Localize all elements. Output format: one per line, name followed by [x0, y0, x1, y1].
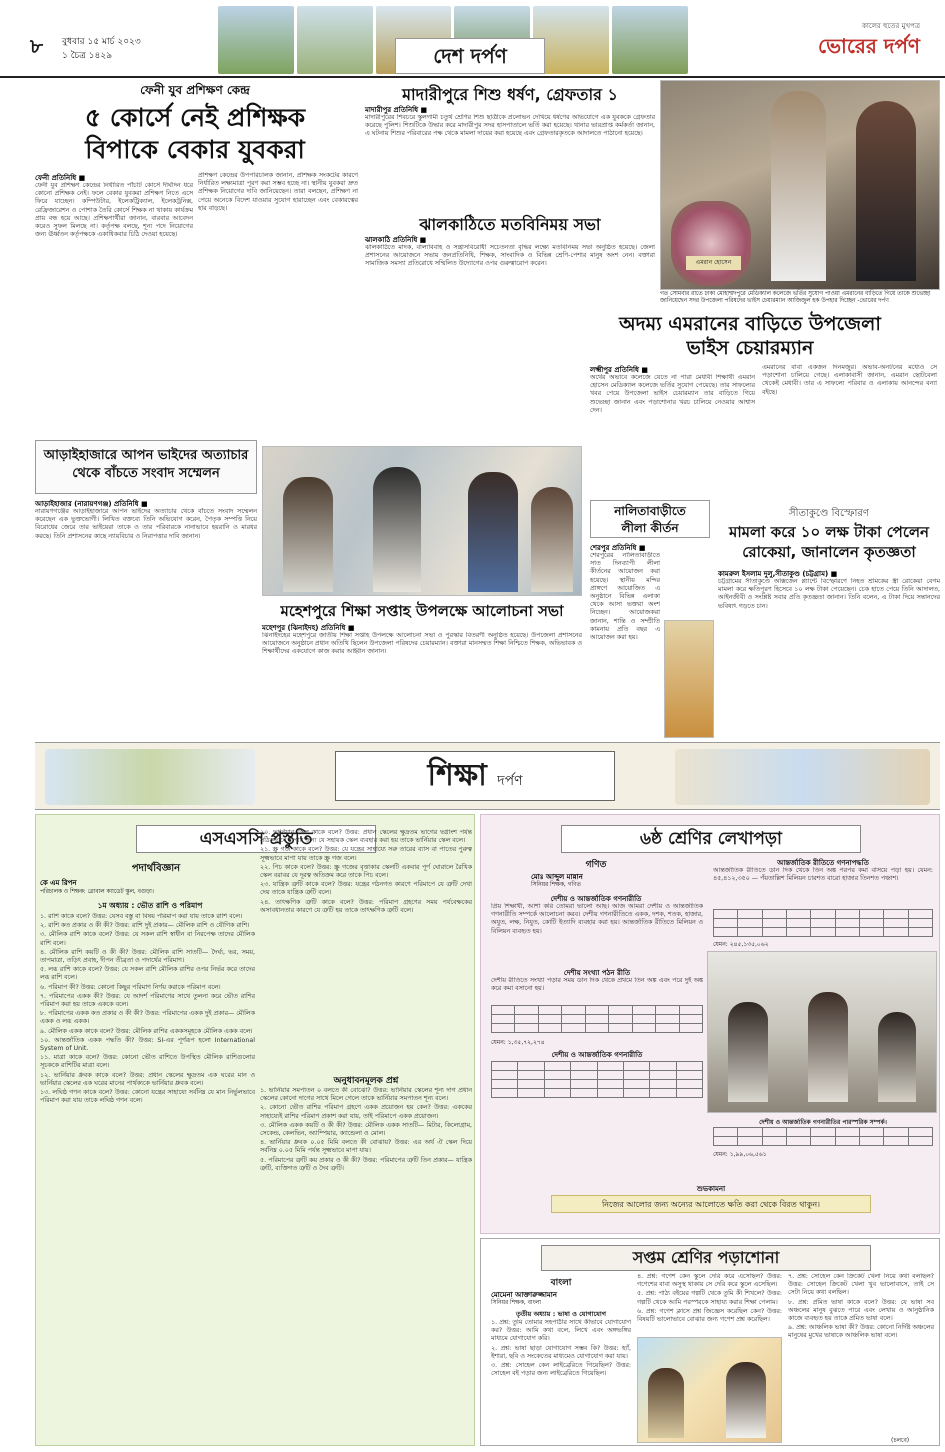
greeting-text: শুভকামনা	[696, 1185, 726, 1193]
qa-column	[788, 1273, 934, 1433]
relation-table	[713, 1127, 933, 1146]
story-byline: আড়াইহাজার (নারায়ণগঞ্জ) প্রতিনিধি ■	[35, 500, 148, 508]
class7-box	[480, 1238, 940, 1446]
person-figure	[283, 477, 333, 592]
story-body: মাদারীপুরের শিবচরে স্কুলগামী চতুর্থ শ্রেণির শিশু ছাত্রীকে প্রলোভন দেখিয়ে ধর্ষণের অভিযোগে এক যুবককে গ্রেফতার করেছে পুলিশ। শিশুটিকে উদ্ধার করে মাদারীপুর সদর হাসপাতালে ভর্তি করা হয়েছে। থানার ভারপ্রাপ্ত কর্মকর্তা জানান, এ ঘটনায় শিশুর পরিবারের পক্ষ থেকে মামলা দায়ের করা হয়েছে এবং গ্রেফতারকৃতকে আদালতে পাঠানো হয়েছে।	[365, 114, 655, 138]
story-byline: কামরুল ইসলাম দুলু,সীতাকুণ্ড (চট্টগ্রাম) ■	[718, 570, 838, 578]
story-headline: ভাইস চেয়ারম্যান	[686, 337, 814, 359]
story-headline: নালিতাবাড়ীতে	[614, 504, 686, 518]
date-line-2: ১ চৈত্র ১৪২৯	[62, 51, 113, 61]
person-figure	[878, 1012, 916, 1102]
qa-item: ২১. স্ক্রু গজ কাকে বলে? উত্তর: যে যন্ত্রের সাহায্যে সরু তারের ব্যাস বা পাতের পুরুত্ব সূক্ষ্মভাবে মাপা যায় তাকে স্ক্রু গজ বলে।	[260, 846, 472, 862]
story-headline: মামলা করে ১০ লক্ষ টাকা পেলেন	[728, 523, 930, 541]
cartoon-illustration	[637, 1337, 782, 1443]
subject-heading: পদার্থবিজ্ঞান	[131, 863, 181, 874]
story-headline: ঝালকাঠিতে মতবিনিময় সভা	[419, 215, 601, 234]
photo-caption: গত সোমবার রাতে ঢাকা মোহাম্মদপুরে মেডিক্যাল কলেজে ভর্তির সুযোগ পাওয়া এমরানের বাড়িতে গিয়ে তাকে শুভেচ্ছা জানিয়েছেন সদর উপজেলা পরিষদের ভাইস চেয়ারম্যান আজিজুল হক উপহার দিচ্ছেন -ভোরের দর্পণ	[660, 291, 931, 304]
section-heading: দেশীয় ও আন্তর্জাতিক গণনারীতি	[550, 895, 642, 903]
example-text: যেমন: ২৪৫,১৩৫,০৬২	[713, 941, 769, 948]
story-headline-box	[35, 440, 257, 494]
qa-item: ৮. পরিমাপের একক কত প্রকার ও কী কী? উত্তর: পরিমাপের একক দুই প্রকার— মৌলিক একক ও লব্ধ একক।	[40, 1010, 255, 1026]
strip-photo	[297, 6, 373, 74]
photo-exam-students	[707, 951, 937, 1113]
person-figure	[771, 91, 826, 281]
strip-photo	[612, 6, 688, 74]
story-body: অর্থের অভাবে কলেজে যেতে না পারা মেধাবী শিক্ষার্থী এমরান হোসেন মেডিক্যাল কলেজে ভর্তির সুযোগ পেয়েছে। তার সাফল্যের খবর পেয়ে উপজেলা ভাইস চেয়ারম্যান তার বাড়িতে গিয়ে শুভেচ্ছা জানান এবং পড়াশোনার খরচ চালিয়ে নেওয়ার আশ্বাস দেন।	[590, 374, 755, 414]
story-byline: মাদারীপুর প্রতিনিধি ■	[365, 106, 428, 114]
qa-item: ২২. পিচ কাকে বলে? উত্তর: স্ক্রু গজের বৃত্তাকার স্কেলটি একবার পূর্ণ ঘোরালে রৈখিক স্কেল বরাবর যে দূরত্ব অতিক্রম করে তাকে পিচ বলে।	[260, 863, 472, 880]
teacher-name: কে এম রিপন	[40, 879, 77, 887]
teacher-school: সিনিয়র শিক্ষক, গণিত	[531, 882, 581, 888]
education-title-sub: দর্পণ	[497, 773, 523, 789]
banner-students-image	[45, 749, 255, 805]
page-number: ৮	[30, 34, 43, 58]
story-headline: লীলা কীর্তন	[621, 521, 679, 535]
qa-item: ১১. মাত্রা কাকে বলে? উত্তর: কোনো ভৌত রাশিতে উপস্থিত মৌলিক রাশিগুলোর সূচককে রাশিটির মাত্রা বলে।	[40, 1054, 255, 1070]
cartoon-figure	[648, 1368, 684, 1438]
story-feni	[35, 82, 355, 166]
ssc-preparation-box	[35, 814, 475, 1446]
person-figure	[856, 101, 916, 281]
comparison-table	[491, 1061, 703, 1098]
story-headline: ৫ কোর্সে নেই প্রশিক্ষক	[84, 103, 306, 132]
strip-photo	[218, 6, 294, 74]
qa-item: ৬. প্রশ্ন: গণেশ ক্লাসে প্রশ্ন জিজ্ঞেস করেছিল কেন? উত্তর: বিষয়টি ভালোভাবে বোঝার জন্য গণেশ প্রশ্ন করেছিল।	[637, 1307, 782, 1324]
qa-column	[491, 1319, 631, 1443]
qa-item: ৬. পরিমাপ কী? উত্তর: কোনো কিছুর পরিমাণ নির্ণয় করাকে পরিমাপ বলে।	[40, 983, 221, 991]
section-heading: দেশীয় ও আন্তর্জাতিক গণনারীতি	[551, 1051, 643, 1059]
logo-tagline: কালের হুতের মুখপত্র	[861, 22, 920, 30]
story-kicker: ফেনী যুব প্রশিক্ষণ কেন্দ্র	[140, 83, 250, 97]
qa-item: ৪. ভার্নিয়ার ধ্রুবক ০.০৫ মিমি বলতে কী বোঝায়? উত্তর: এর অর্থ ঐ স্কেল দিয়ে সর্বনিম্ন ০.০৫ মিমি পর্যন্ত সূক্ষ্মভাবে মাপা যায়।	[260, 1139, 472, 1155]
example-text: যেমন: ১,৯৯,০৬,৫৬১	[713, 1151, 767, 1158]
qa-item: ৪. প্রশ্ন: গণেশ কেন স্কুলে দেরি করে এসেছিল? উত্তর: গণেশের বাবা অসুস্থ থাকায় সে দেরি করে স্কুলে এসেছিল।	[637, 1273, 782, 1289]
qa-column	[260, 829, 472, 1069]
story-body: নারায়ণগঞ্জের আড়াইহাজারে আপন ভাইদের অত্যাচার থেকে বাঁচতে সংবাদ সম্মেলন করেছেন এক ভুক্তভোগী। লিখিত বক্তব্যে তিনি অভিযোগ করেন, পৈতৃক সম্পত্তি নিয়ে বিরোধের জেরে তার ভাইয়েরা তাকে ও তার পরিবারকে নানাভাবে হয়রানি ও মারধর করছে। তিনি প্রশাসনের কাছে ন্যায়বিচার ও নিরাপত্তার দাবি জানান।	[35, 508, 257, 540]
class6-box-title: ৬ষ্ঠ শ্রেণির লেখাপড়া	[561, 825, 861, 853]
qa-item: ২০. ভার্নিয়ার স্কেল কাকে বলে? উত্তর: প্রধান স্কেলের ক্ষুদ্রতম ভাগের ভগ্নাংশ পর্যন্ত সঠিকভাবে মাপার জন্য যে সহায়ক স্কেল ব্যবহার করা হয় তাকে ভার্নিয়ার স্কেল বলে।	[260, 829, 472, 845]
qa-item: ১. প্রশ্ন: তুমি তোমার সহপাঠীর সাথে কীভাবে যোগাযোগ কর? উত্তর: আমি কথা বলে, লিখে এবং অঙ্গভঙ্গির মাধ্যমে যোগাযোগ করি।	[491, 1319, 631, 1343]
chapter-heading: তৃতীয় অধ্যায় : ভাষা ও যোগাযোগ	[515, 1310, 607, 1318]
story-body: ঝিনাইদহের মহেশপুরে জাতীয় শিক্ষা সপ্তাহ উপলক্ষে আলোচনা সভা ও পুরস্কার বিতরণী অনুষ্ঠিত হয়েছে। উপজেলা প্রশাসনের আয়োজনে অনুষ্ঠানে প্রধান অতিথি ছিলেন উপজেলা পরিষদের চেয়ারম্যান। বক্তারা মানসম্মত শিক্ষা নিশ্চিতে শিক্ষক, অভিভাবক ও শিক্ষার্থীদের একযোগে কাজ করার আহ্বান জানান।	[262, 632, 582, 656]
chapter-heading: ১ম অধ্যায় : ভৌত রাশি ও পরিমাপ	[97, 901, 203, 910]
photo-emran	[660, 80, 940, 290]
qa-item: ২৩. যান্ত্রিক ত্রুটি কাকে বলে? উত্তর: যন্ত্রের গঠনগত কারণে পরিমাপে যে ত্রুটি দেখা দেয় তাকে যান্ত্রিক ত্রুটি বলে।	[260, 881, 472, 897]
story-headline-box	[590, 500, 710, 538]
class7-box-title: সপ্তম শ্রেণির পড়াশোনা	[541, 1245, 871, 1271]
qa-item: ৩. মৌলিক রাশি কাকে বলে? উত্তর: যে সকল রাশি স্বাধীন বা নিরপেক্ষ তাদের মৌলিক রাশি বলে।	[40, 931, 255, 947]
teacher-name: মোঃ আব্দুল মান্নান	[531, 873, 583, 881]
story-byline: ঝালকাঠি প্রতিনিধি ■	[365, 236, 427, 244]
lesson-text: দেশীয় রীতিতে সংখ্যা পড়ার সময় ডান দিক থেকে প্রথমে তিন অঙ্ক এবং পরে দুই অঙ্ক করে কমা বসানো হয়।	[491, 977, 703, 993]
table-caption: দেশীয় ও আন্তর্জাতিক গণনারীতির পারস্পরিক সম্পর্ক।	[759, 1119, 887, 1126]
section-heading: আন্তর্জাতিক রীতিতে গণনাপদ্ধতি	[777, 859, 869, 867]
qa-column	[637, 1273, 782, 1333]
qa-item: ২. রাশি কত প্রকার ও কী কী? উত্তর: রাশি দুই প্রকার— মৌলিক রাশি ও যৌগিক রাশি।	[40, 922, 250, 930]
ssc-box-title: এসএসসি প্রস্তুতি	[136, 825, 376, 853]
qa-item: ৫. পরিমাপের ত্রুটি কয় প্রকার ও কী কী? উত্তর: পরিমাপের ত্রুটি তিন প্রকার— যান্ত্রিক ত্রুটি, ব্যক্তিগত ত্রুটি ও দৈব ত্রুটি।	[260, 1156, 472, 1172]
story-kicker: সীতাকুণ্ডে বিস্ফোরণ	[789, 508, 869, 519]
part-heading: অনুধাবনমূলক প্রশ্ন	[333, 1076, 399, 1086]
story-body: শেরপুরের নালিতাবাড়ীতে সাত দিনব্যাপী লীলা কীর্তনের আয়োজন করা হয়েছে। স্থানীয় মন্দির প্রাঙ্গণে আয়োজিত এ অনুষ্ঠানে বিভিন্ন এলাকা থেকে আসা ভক্তরা অংশ নিচ্ছেন। আয়োজকরা জানান, শান্তি ও সম্প্রীতি কামনায় প্রতি বছর এ আয়োজন করা হয়।	[590, 552, 660, 642]
qa-item: ৭. প্রশ্ন: সোহেল কেন ক্রিকেট খেলা নিয়ে কথা বলছিল? উত্তর: সোহেল ক্রিকেট খেলা খুব ভালোবাসে, তাই সে সেটা নিয়ে কথা বলছিল।	[788, 1273, 934, 1297]
story-headline: মহেশপুরে শিক্ষা সপ্তাহ উপলক্ষে আলোচনা সভা	[280, 602, 564, 620]
notice-banner: নিজের আলোর জন্য অন্যের আলোতে ক্ষতি করা থেকে বিরত থাকুন।	[551, 1195, 871, 1213]
photo-kirtan	[664, 620, 714, 738]
story-headline: অদম্য এমরানের বাড়িতে উপজেলা	[619, 313, 881, 335]
photo-banner: এমরান হোসেন	[686, 256, 741, 270]
qa-item: ১০. আন্তর্জাতিক একক পদ্ধতি কী? উত্তর: SI-এর পূর্ণরূপ হলো International System of Unit.	[40, 1036, 255, 1053]
qa-item: ২. প্রশ্ন: ভাষা ছাড়া যোগাযোগ সম্ভব কি? উত্তর: হ্যাঁ, ইশারা, ছবি ও সংকেতের মাধ্যমেও যোগাযোগ করা যায়।	[491, 1344, 631, 1360]
qa-column	[40, 913, 255, 1443]
newspaper-logo	[760, 20, 920, 72]
qa-item: ১২. ভার্নিয়ার ধ্রুবক কাকে বলে? উত্তর: প্রধান স্কেলের ক্ষুদ্রতম এক ঘরের মান ও ভার্নিয়ার স্কেলের এক ঘরের মানের পার্থক্যকে ভার্নিয়ার ধ্রুবক বলে।	[40, 1071, 255, 1087]
section-heading: দেশীয় সংখ্যা পঠন রীতি	[563, 969, 631, 977]
person-figure	[468, 472, 518, 592]
story-body: ঝালকাঠিতে মাদক, বাল্যবিবাহ ও সন্ত্রাসবিরোধী সচেতনতা বৃদ্ধির লক্ষ্যে মতবিনিময় সভা অনুষ্ঠিত হয়েছে। জেলা প্রশাসনের আয়োজনে সভায় জনপ্রতিনিধি, শিক্ষক, সাংবাদিক ও বিভিন্ন শ্রেণি-পেশার মানুষ অংশ নেন। বক্তারা সামাজিক সমস্যা প্রতিরোধে সম্মিলিত উদ্যোগের ওপর গুরুত্বারোপ করেন।	[365, 244, 655, 268]
qa-item: ৪. মৌলিক রাশি কয়টি ও কী কী? উত্তর: মৌলিক রাশি সাতটি— দৈর্ঘ্য, ভর, সময়, তাপমাত্রা, তড়িৎ প্রবাহ, দীপন তীব্রতা ও পদার্থের পরিমাণ।	[40, 948, 255, 965]
subject-heading: গণিত	[585, 860, 607, 870]
date-line-1: বুধবার ১৫ মার্চ ২০২৩	[62, 37, 141, 47]
qa-item: ১৩. লঘিষ্ঠ গণন কাকে বলে? উত্তর: কোনো যন্ত্রের সাহায্যে সর্বনিম্ন যে মান নির্ভুলভাবে পরিমাপ করা যায় তাকে লঘিষ্ঠ গণন বলে।	[40, 1089, 255, 1105]
story-headline: থেকে বাঁচতে সংবাদ সম্মেলন	[72, 466, 220, 481]
qa-item: ১. ভার্নিয়ার সমপাতন ০ বলতে কী বোঝো? উত্তর: ভার্নিয়ার স্কেলের শূন্য দাগ প্রধান স্কেলের কোনো দাগের সাথে মিলে গেলে তাকে ভার্নিয়ার সমপাতন শূন্য বলে।	[260, 1087, 472, 1103]
example-text: যেমন: ১,৩৫,৭২,২৭৪	[491, 1039, 545, 1046]
flower-bouquet	[671, 201, 751, 286]
story-body: চট্টগ্রামের সীতাকুণ্ডে অক্সিজেন প্ল্যান্টে বিস্ফোরণে নিহত শ্রমিকের স্ত্রী রোকেয়া বেগম মামলা করে ক্ষতিপূরণ হিসেবে ১০ লক্ষ টাকা পেয়েছেন। চেক হাতে পেয়ে তিনি আদালত, আইনজীবী ও সংশ্লিষ্ট সবার প্রতি কৃতজ্ঞতা জানান। তিনি বলেন, এ টাকা দিয়ে সন্তানদের ভবিষ্যৎ গড়তে চান।	[718, 578, 940, 610]
story-headline: বিপাকে বেকার যুবকরা	[85, 135, 305, 164]
education-title-main: শিক্ষা	[427, 758, 487, 793]
person-figure	[373, 467, 421, 592]
subject-heading: বাংলা	[550, 1278, 572, 1288]
person-figure	[728, 1002, 768, 1102]
qa-item: ৫. লব্ধ রাশি কাকে বলে? উত্তর: যে সকল রাশি মৌলিক রাশির ওপর নির্ভর করে তাদের লব্ধ রাশি বলে।	[40, 966, 255, 982]
education-section-banner	[35, 742, 940, 810]
story-byline: শেরপুর প্রতিনিধি ■	[590, 544, 646, 552]
person-figure	[531, 487, 573, 592]
story-byline: ফেনী প্রতিনিধি ■	[35, 174, 86, 182]
international-table	[713, 909, 933, 937]
story-body: প্রশিক্ষণ কেন্দ্রের উপপরিচালক জানান, প্রশিক্ষক সংকটের কারণে নির্ধারিত লক্ষ্যমাত্রা পূরণ করা সম্ভব হচ্ছে না। স্থানীয় যুবকরা দ্রুত প্রশিক্ষক নিয়োগের দাবি জানিয়েছেন। তারা বলছেন, প্রশিক্ষণ না পেয়ে অনেকে বিদেশ যাওয়ার সুযোগ হারাচ্ছেন এবং বেকারত্বের হার বাড়ছে।	[198, 172, 358, 212]
qa-column	[260, 1087, 472, 1443]
continued-mark: (চলবে)	[891, 1437, 910, 1444]
photo-education-week	[262, 446, 582, 596]
person-figure	[808, 992, 848, 1102]
lesson-text: প্রিয় শিক্ষার্থী, আশা করি তোমরা ভালো আছ। আজ আমরা দেশীয় ও আন্তর্জাতিক গণনারীতি সম্পর্কে আলোচনা করব। দেশীয় গণনারীতিতে একক, দশক, শতক, হাজার, অযুত, লক্ষ, নিযুত, কোটি ইত্যাদি ব্যবহার করা হয়। আন্তর্জাতিক রীতিতে মিলিয়ন ও বিলিয়ন ব্যবহৃত হয়।	[491, 903, 703, 935]
qa-item: ২. কোনো ভৌত রাশির পরিমাপ গ্রহণে একক প্রয়োজন হয় কেন? উত্তর: এককের সাহায্যেই রাশির পরিমাণ প্রকাশ করা যায়, তাই পরিমাপে একক প্রয়োজন।	[260, 1104, 472, 1120]
teacher-school: সিনিয়র শিক্ষক, বাংলা	[491, 1300, 541, 1306]
qa-item: ১. রাশি কাকে বলে? উত্তর: যেসব বস্তু বা বিষয় পরিমাপ করা যায় তাকে রাশি বলে।	[40, 913, 243, 920]
qa-item: ৩. মৌলিক একক কয়টি ও কী কী? উত্তর: মৌলিক একক সাতটি— মিটার, কিলোগ্রাম, সেকেন্ড, কেলভিন, অ্যাম্পিয়ার, ক্যান্ডেলা ও মোল।	[260, 1121, 472, 1138]
qa-item: ৫. প্রশ্ন: পাঠ্য বইয়ের গল্পটি থেকে তুমি কী শিখলে? উত্তর: গল্পটি থেকে আমি পরস্পরকে সাহায্য করার শিক্ষা পেলাম।	[637, 1290, 782, 1306]
place-value-table	[491, 1005, 703, 1033]
qa-item: ২৪. তাৎক্ষণিক ত্রুটি কাকে বলে? উত্তর: পরিমাপ গ্রহণের সময় পর্যবেক্ষকের অসাবধানতার কারণে যে ত্রুটি হয় তাকে তাৎক্ষণিক ত্রুটি বলে।	[260, 898, 472, 914]
qa-item: ৩. প্রশ্ন: সোহেল কেন লাইব্রেরিতে গিয়েছিল? উত্তর: সোহেল বই পড়ার জন্য লাইব্রেরিতে গিয়েছিল।	[491, 1362, 631, 1378]
story-headline: আড়াইহাজারে আপন ভাইদের অত্যাচার	[43, 448, 249, 463]
qa-item: ৭. পরিমাপের একক কী? উত্তর: যে আদর্শ পরিমাণের সাথে তুলনা করে ভৌত রাশির পরিমাপ করা হয় তাকে এককে বলে।	[40, 992, 255, 1009]
section-title: দেশ দর্পণ	[395, 38, 545, 74]
qa-item: ৯. প্রশ্ন: আঞ্চলিক ভাষা কী? উত্তর: কোনো নির্দিষ্ট অঞ্চলের মানুষের মুখের ভাষাকে আঞ্চলিক ভাষা বলে।	[788, 1324, 934, 1340]
qa-item: ৮. প্রশ্ন: প্রমিত ভাষা কাকে বলে? উত্তর: যে ভাষা সব অঞ্চলের মানুষ বুঝতে পারে এবং লেখায় ও আনুষ্ঠানিক কাজে ব্যবহৃত হয় তাকে প্রমিত ভাষা বলে।	[788, 1298, 934, 1323]
masthead	[0, 0, 945, 78]
qa-item: ৯. মৌলিক একক কাকে বলে? উত্তর: মৌলিক রাশির এককসমূহকে মৌলিক একক বলে।	[40, 1027, 253, 1035]
teacher-name: মোমেনা আক্তারুজ্জামান	[491, 1291, 557, 1299]
story-byline: মহেশপুর (ঝিনাইদহ) প্রতিনিধি ■	[262, 624, 355, 632]
banner-students-image	[675, 749, 930, 805]
cartoon-figure	[726, 1362, 766, 1438]
story-body: ফেনী যুব প্রশিক্ষণ কেন্দ্রের নির্ধারিত পাঁচটি কোর্সে দীর্ঘদিন ধরে কোনো প্রশিক্ষক নেই। ফলে বেকার যুবকরা প্রশিক্ষণ নিতে এসে ফিরে যাচ্ছেন। কম্পিউটার, ইলেকট্রিক্যাল, ইলেকট্রনিক্স, রেফ্রিজারেশন ও পোশাক তৈরি কোর্সে শিক্ষক না থাকায় কার্যক্রম প্রায় বন্ধ হয়ে আছে। প্রশিক্ষণার্থীরা জানান, বারবার আবেদন করেও সুফল মিলছে না। কর্তৃপক্ষ বলছে, শূন্য পদে নিয়োগের জন্য ঊর্ধ্বতন কর্তৃপক্ষকে একাধিকবার চিঠি দেওয়া হয়েছে।	[35, 182, 193, 239]
story-headline: রোকেয়া, জানালেন কৃতজ্ঞতা	[742, 543, 916, 561]
teacher-school: পরিচালক ও শিক্ষক: গ্লোবাল ক্যাডেট স্কুল, বগুড়া।	[40, 889, 154, 895]
logo-name: ভোরের দর্পণ	[818, 34, 920, 58]
story-body: এমরানের বাবা একজন দিনমজুর। অভাব-অনটনের মধ্যেও সে পড়াশোনা চালিয়ে গেছে। এলাকাবাসী জানান, এমরান ছোটবেলা থেকেই মেধাবী। তার এ সাফল্যে পরিবার ও এলাকায় আনন্দের বন্যা বইছে।	[762, 364, 937, 396]
story-headline: মাদারীপুরে শিশু ধর্ষণ, গ্রেফতার ১	[402, 85, 618, 104]
lesson-text: আন্তর্জাতিক রীতিতে ডান দিক থেকে তিন অঙ্ক পরপর কমা বসিয়ে পড়া হয়। যেমন: ৪৫,৪১২,৩৫০ — পঁয়তাল্লিশ মিলিয়ন চারশত বারো হাজার তিনশত পঞ্চাশ।	[713, 867, 933, 883]
class6-box	[480, 814, 940, 1234]
education-section-title	[335, 751, 615, 801]
story-byline: লক্ষ্মীপুর প্রতিনিধি ■	[590, 366, 648, 374]
